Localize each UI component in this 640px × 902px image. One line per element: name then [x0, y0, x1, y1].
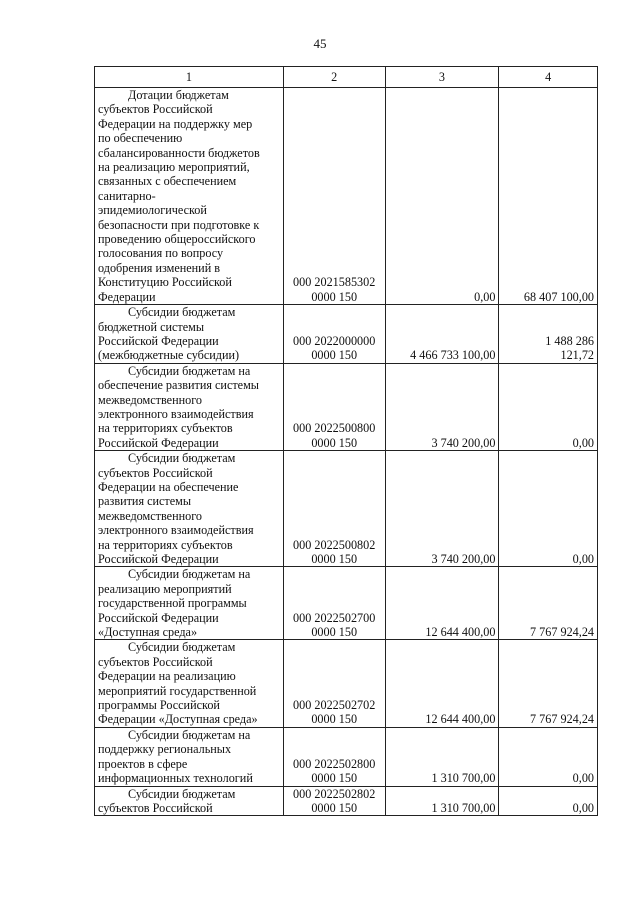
table-row [95, 88, 598, 305]
row-value-col4: 7 767 924,24 [499, 567, 598, 640]
row-name-text: Субсидии бюджетам субъектов Российской Федерации на реализацию мероприятий государственной программы Российской Федерации «Доступная среда» [98, 640, 258, 727]
column-header-3: 3 [385, 67, 499, 88]
row-value-col4: 0,00 [499, 727, 598, 786]
row-name-cell [95, 305, 284, 364]
row-code-cell: 000 2022000000 0000 150 [283, 305, 385, 364]
row-value-col4: 0,00 [499, 451, 598, 567]
row-code-cell: 000 2022502702 0000 150 [283, 640, 385, 727]
row-code-cell: 000 2022502800 0000 150 [283, 727, 385, 786]
column-header-1: 1 [95, 67, 284, 88]
row-name-cell [95, 451, 284, 567]
row-value-col4: 0,00 [499, 363, 598, 450]
row-name-text: Субсидии бюджетам бюджетной системы Российской Федерации (межбюджетные субсидии) [98, 305, 240, 363]
row-name-cell [95, 640, 284, 727]
row-name-cell [95, 727, 284, 786]
table-row [95, 567, 598, 640]
row-name-text: Субсидии бюджетам на поддержку региональных проектов в сфере информационных технологий [98, 727, 253, 786]
row-value-col3: 12 644 400,00 [385, 567, 499, 640]
row-name-cell [95, 88, 284, 305]
budget-table [94, 66, 598, 816]
page-number: 45 [313, 36, 327, 51]
table-row [95, 451, 598, 567]
row-name-text: Субсидии бюджетам на реализацию мероприятий государственной программы Российской Федерации «Доступная среда» [98, 567, 251, 640]
table-row [95, 305, 598, 364]
row-code-cell: 000 2022502700 0000 150 [283, 567, 385, 640]
row-code-cell: 000 2022502802 0000 150 [283, 786, 385, 816]
row-name-text: Субсидии бюджетам субъектов Российской Федерации на обеспечение развития системы межведомственного электронного взаимодействия на территориях субъектов Российской Федерации [98, 451, 254, 566]
column-header-2: 2 [283, 67, 385, 88]
row-value-col3: 3 740 200,00 [385, 451, 499, 567]
row-code-cell: 000 2021585302 0000 150 [283, 88, 385, 305]
row-value-col3: 0,00 [385, 88, 499, 305]
row-code-cell: 000 2022500802 0000 150 [283, 451, 385, 567]
row-name-text: Субсидии бюджетам на обеспечение развития системы межведомственного электронного взаимодействия на территориях субъектов Российской Федерации [98, 363, 259, 450]
table-row [95, 727, 598, 786]
row-code-cell: 000 2022500800 0000 150 [283, 363, 385, 450]
table-header-row [95, 67, 598, 88]
row-value-col3: 1 310 700,00 [385, 786, 499, 816]
row-value-col4: 0,00 [499, 786, 598, 816]
row-name-text: Дотации бюджетам субъектов Российской Федерации на поддержку мер по обеспечению сбалансированности бюджетов на реализацию мероприятий, связанных с обеспечением санитарно- эпидемиологической безопасности при подготовке к проведению общероссийского голосования по вопросу одобрения изменений в Конституцию Российской Федерации [98, 88, 260, 304]
column-header-4: 4 [499, 67, 598, 88]
row-name-text: Субсидии бюджетам субъектов Российской [98, 786, 236, 815]
row-name-cell [95, 786, 284, 816]
row-value-col3: 4 466 733 100,00 [385, 305, 499, 364]
row-value-col3: 3 740 200,00 [385, 363, 499, 450]
row-name-cell [95, 363, 284, 450]
row-value-col4: 1 488 286 121,72 [499, 305, 598, 364]
table-row [95, 786, 598, 816]
table-row [95, 363, 598, 450]
row-value-col3: 1 310 700,00 [385, 727, 499, 786]
row-value-col4: 7 767 924,24 [499, 640, 598, 727]
row-value-col3: 12 644 400,00 [385, 640, 499, 727]
row-name-cell [95, 567, 284, 640]
row-value-col4: 68 407 100,00 [499, 88, 598, 305]
table-row [95, 640, 598, 727]
